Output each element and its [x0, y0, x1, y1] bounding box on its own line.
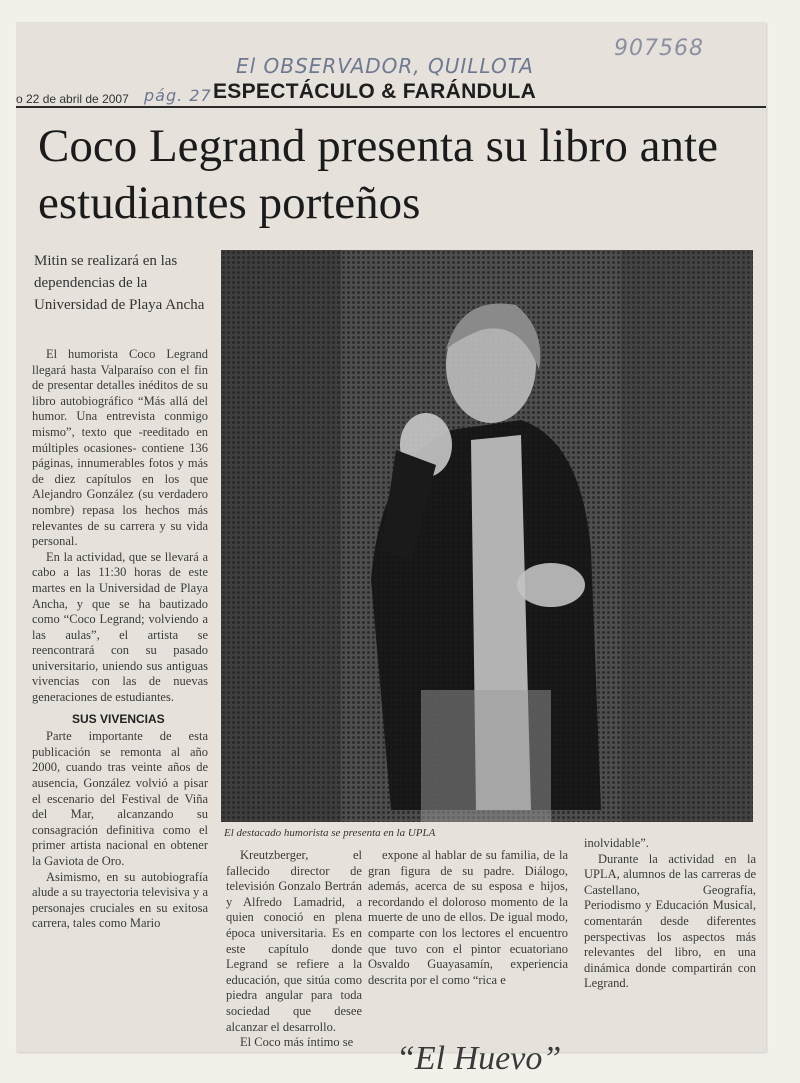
photo-illustration [221, 250, 753, 822]
newspaper-clipping [16, 22, 766, 1077]
section-rule [16, 106, 766, 108]
next-article-headline-fragment: “El Huevo” [396, 1040, 562, 1077]
publication-date: o 22 de abril de 2007 [16, 92, 129, 106]
paragraph: El Coco más íntimo se [240, 1035, 354, 1050]
section-title: ESPECTÁCULO & FARÁNDULA [213, 80, 537, 103]
handwritten-id-number: 907568 [614, 36, 704, 61]
paragraph: expone al hablar de su familia, de la gran figura de su padre. Diálogo, además, acerca de su esposa e hijos, recordando el doloroso momento de la muerte de uno de ellos. De igual modo, comparte con los lectores el encuentro que tuvo con el pintor ecuatoriano Osvaldo Guayasamín, experiencia descrita por el como “rica e [368, 848, 568, 987]
paragraph: El humorista Coco Legrand llegará hasta Valparaíso con el fin de presentar detalles inéditos de su libro autobiográfico “Más allá del humor. Una entrevista conmigo mismo”, texto que -reeditado en múltiples ocasiones- contiene 136 páginas, innumerables fotos y más de diez capítulos en los que Alejandro González (su verdadero nombre) repasa los hechos más relevantes de su carrera y su vida personal. [32, 347, 208, 549]
photo-caption: El destacado humorista se presenta en la UPLA [224, 827, 436, 839]
article-column-2 [226, 848, 362, 1051]
paragraph: En la actividad, que se llevará a cabo a las 11:30 horas de este martes en la Universidad de Playa Ancha, y que se ha bautizado como “Coco Legrand; volviendo a las aulas”, el artista se reencontrará con su pasado universitario, uniendo sus antiguas vivencias con las de nuevas generaciones de estudiantes. [32, 549, 208, 705]
article-column-4 [584, 836, 756, 992]
article-headline: Coco Legrand presenta su libro ante estudiantes porteños [38, 120, 718, 229]
article-column-1 [32, 347, 208, 932]
paragraph: Parte importante de esta publicación se remonta al año 2000, cuando tras veinte años de ausencia, González volvió a pisar el escenario del Festival de Viña del Mar, alcanzando su consagración definitiva como el primer artista nacional en obtener la Gaviota de Oro. [32, 729, 208, 868]
article-subhead: Mitin se realizará en las dependencias de la Universidad de Playa Ancha [34, 253, 205, 313]
article-subtitle: SUS VIVENCIAS [72, 711, 165, 726]
handwritten-page-note: pág. 27 [144, 86, 212, 105]
paragraph: inolvidable”. [584, 836, 649, 850]
paragraph: Kreutzberger, el fallecido director de televisión Gonzalo Bertrán y Alfredo Lamadrid, a quien conoció en plena época universitaria. Es en este capítulo donde Legrand se refiere a la educación, que sitúa como piedra angular para toda sociedad que desee alcanzar el desarrollo. [226, 848, 362, 1034]
handwritten-source-note: El OBSERVADOR, QUILLOTA [236, 54, 534, 78]
paragraph: Asimismo, en su autobiografía alude a su trayectoria televisiva y a personajes cruciales en su exitosa carrera, tales como Mario [32, 869, 208, 931]
article-column-3 [368, 848, 568, 988]
paragraph: Durante la actividad en la UPLA, alumnos de las carreras de Castellano, Geografía, Periodismo y Educación Musical, comentarán desde diferentes perspectivas los aspectos más relevantes del libro, en una dinámica donde compartirán con Legrand. [584, 851, 756, 991]
article-photo [221, 250, 753, 822]
